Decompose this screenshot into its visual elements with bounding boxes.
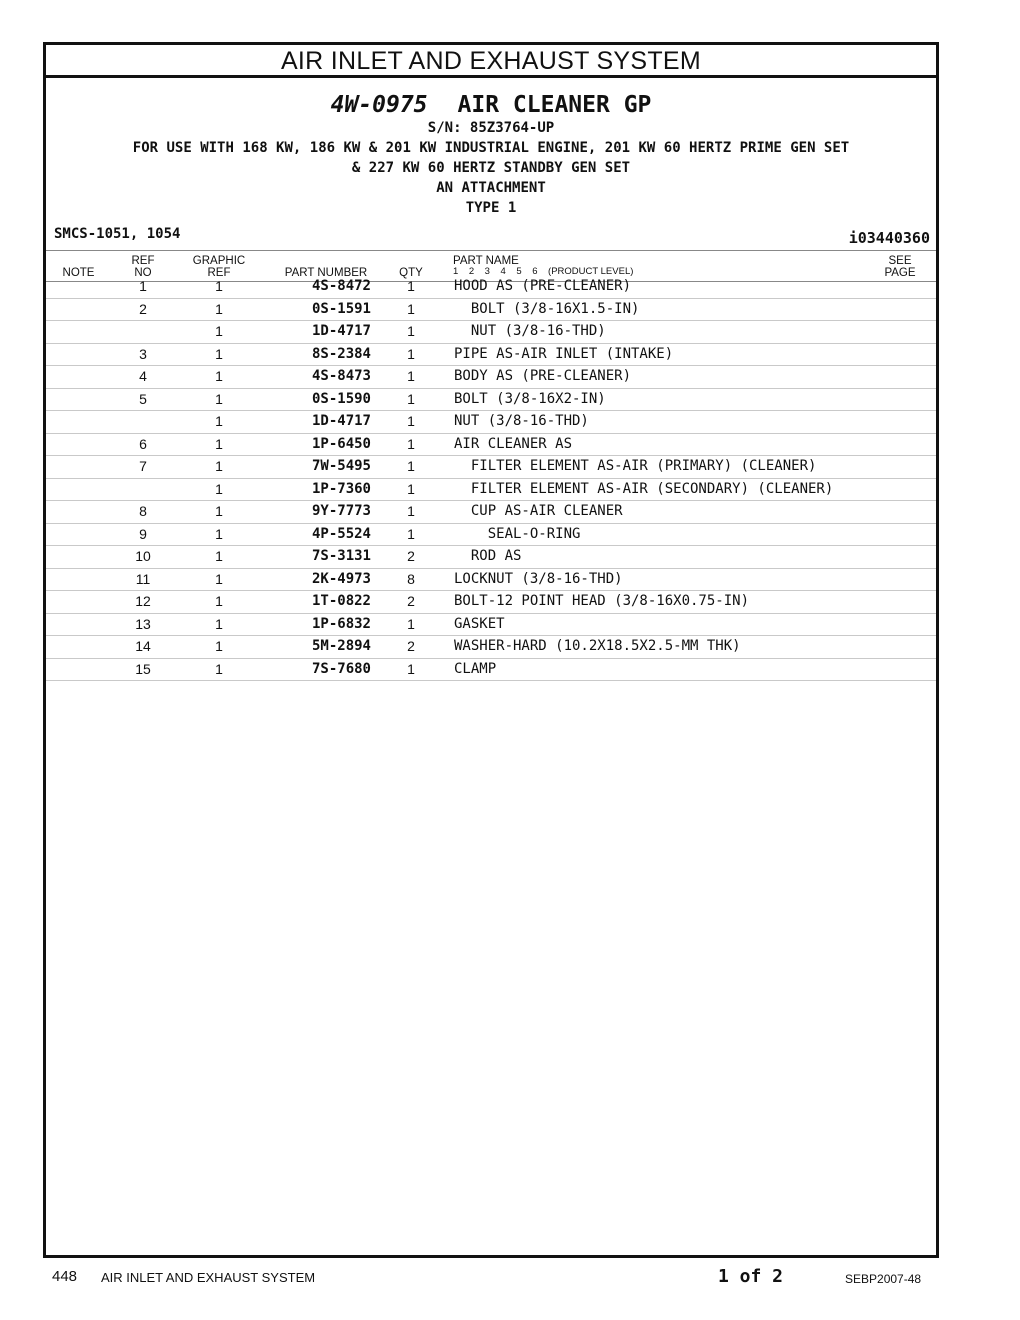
qty-cell: 1 <box>407 278 415 294</box>
ref-no-cell: 14 <box>135 638 151 654</box>
ref-no-cell: 3 <box>139 345 147 362</box>
footer-document-number: SEBP2007-48 <box>845 1272 922 1286</box>
col-product-level: 1 2 3 4 5 6 (PRODUCT LEVEL) <box>453 266 634 277</box>
ref-no-cell: 8 <box>139 503 147 519</box>
part-name-cell: BOLT-12 POINT HEAD (3/8-16X0.75-IN) <box>454 593 750 609</box>
qty-cell: 1 <box>407 413 415 429</box>
part-name-cell: WASHER-HARD (10.2X18.5X2.5-MM THK) <box>454 638 741 654</box>
part-number-cell: 0S-1591 <box>311 300 371 317</box>
part-number-cell: 1T-0822 <box>311 593 371 609</box>
part-number-cell: 1P-6450 <box>311 435 371 452</box>
table-row <box>46 569 936 592</box>
ref-no-cell: 1 <box>139 278 147 294</box>
part-number-cell: 4S-8472 <box>311 278 371 294</box>
graphic-ref-cell: 1 <box>215 638 223 654</box>
graphic-ref-cell: 1 <box>215 458 223 474</box>
graphic-ref-cell: 1 <box>215 525 223 542</box>
part-number-cell: 9Y-7773 <box>311 503 371 519</box>
section-title: AIR INLET AND EXHAUST SYSTEM <box>46 45 936 78</box>
col-ref-bottom: NO <box>134 267 152 279</box>
ref-no-cell: 9 <box>139 525 147 542</box>
col-part-name: PART NAME <box>453 255 519 267</box>
graphic-ref-cell: 1 <box>215 368 223 384</box>
graphic-ref-cell: 1 <box>215 548 223 564</box>
table-row <box>46 389 936 412</box>
qty-cell: 1 <box>407 300 415 317</box>
type-label: TYPE 1 <box>465 200 517 216</box>
footer-section-title: AIR INLET AND EXHAUST SYSTEM <box>101 1270 316 1285</box>
ref-no-cell: 7 <box>139 458 147 474</box>
part-name-cell: AIR CLEANER AS <box>454 435 573 452</box>
group-title <box>46 92 936 118</box>
part-name-cell: FILTER ELEMENT AS-AIR (PRIMARY) (CLEANER) <box>454 458 817 474</box>
part-number-cell: 1P-6832 <box>311 615 371 632</box>
ref-no-cell: 12 <box>135 593 151 609</box>
part-name-cell: CUP AS-AIR CLEANER <box>454 503 623 519</box>
serial-range: S/N: 85Z3764-UP <box>427 120 555 136</box>
part-number-cell: 4S-8473 <box>311 368 371 384</box>
part-name-cell: FILTER ELEMENT AS-AIR (SECONDARY) (CLEANER) <box>454 480 834 497</box>
qty-cell: 1 <box>407 368 415 384</box>
graphic-ref-cell: 1 <box>215 278 223 294</box>
table-row <box>46 591 936 614</box>
part-number-cell: 7S-7680 <box>311 660 371 677</box>
qty-cell: 2 <box>407 548 415 564</box>
part-name-cell: LOCKNUT (3/8-16-THD) <box>454 570 623 587</box>
part-name-cell: SEAL-O-RING <box>454 525 581 542</box>
col-see-top: SEE <box>888 255 912 267</box>
ref-no-cell: 15 <box>135 660 151 677</box>
table-row <box>46 321 936 344</box>
part-name-cell: GASKET <box>454 615 505 632</box>
ref-no-cell: 5 <box>139 390 147 407</box>
table-row <box>46 501 936 524</box>
col-ref-top: REF <box>131 255 155 267</box>
footer-page-number: 448 <box>52 1268 78 1285</box>
ref-no-cell: 2 <box>139 300 147 317</box>
group-part-number: 4W-0975 <box>330 92 428 118</box>
parts-table-body <box>46 276 936 681</box>
graphic-ref-cell: 1 <box>215 413 223 429</box>
part-number-cell: 7W-5495 <box>311 458 371 474</box>
graphic-ref-cell: 1 <box>215 435 223 452</box>
part-number-cell: 0S-1590 <box>311 390 371 407</box>
qty-cell: 2 <box>407 593 415 609</box>
part-number-cell: 8S-2384 <box>311 345 371 362</box>
col-part-number: PART NUMBER <box>284 267 368 279</box>
col-graphic-top: GRAPHIC <box>192 255 246 267</box>
qty-cell: 1 <box>407 323 415 339</box>
qty-cell: 1 <box>407 480 415 497</box>
table-row <box>46 366 936 389</box>
smcs-code: SMCS-1051, 1054 <box>54 226 181 242</box>
part-name-cell: BOLT (3/8-16X1.5-IN) <box>454 300 640 317</box>
ref-no-cell: 4 <box>139 368 147 384</box>
usage-line-2: & 227 KW 60 HERTZ STANDBY GEN SET <box>351 160 631 176</box>
table-row <box>46 276 936 299</box>
table-row <box>46 614 936 637</box>
graphic-ref-cell: 1 <box>215 615 223 632</box>
table-row <box>46 546 936 569</box>
part-name-cell: HOOD AS (PRE-CLEANER) <box>454 278 632 294</box>
table-row <box>46 344 936 367</box>
part-number-cell: 1D-4717 <box>311 323 371 339</box>
table-row <box>46 299 936 322</box>
col-graphic-bottom: REF <box>207 267 231 279</box>
table-row <box>46 659 936 682</box>
part-number-cell: 2K-4973 <box>311 570 371 587</box>
group-name: AIR CLEANER GP <box>457 92 652 118</box>
qty-cell: 1 <box>407 435 415 452</box>
qty-cell: 1 <box>407 615 415 632</box>
ref-no-cell: 10 <box>135 548 151 564</box>
qty-cell: 1 <box>407 660 415 677</box>
graphic-ref-cell: 1 <box>215 323 223 339</box>
graphic-ref-cell: 1 <box>215 570 223 587</box>
table-row <box>46 524 936 547</box>
col-qty: QTY <box>399 267 423 279</box>
part-name-cell: BODY AS (PRE-CLEANER) <box>454 368 632 384</box>
part-number-cell: 1P-7360 <box>311 480 371 497</box>
qty-cell: 1 <box>407 345 415 362</box>
col-see-bottom: PAGE <box>884 267 916 279</box>
qty-cell: 1 <box>407 525 415 542</box>
part-name-cell: NUT (3/8-16-THD) <box>454 413 589 429</box>
part-name-cell: PIPE AS-AIR INLET (INTAKE) <box>454 345 674 362</box>
table-row <box>46 434 936 457</box>
ref-no-cell: 13 <box>135 615 151 632</box>
part-number-cell: 5M-2894 <box>311 638 371 654</box>
graphic-ref-cell: 1 <box>215 480 223 497</box>
table-row <box>46 479 936 502</box>
qty-cell: 8 <box>407 570 415 587</box>
graphic-ref-cell: 1 <box>215 660 223 677</box>
illustration-id: i03440360 <box>848 229 930 247</box>
qty-cell: 1 <box>407 390 415 407</box>
footer-page-count: 1 of 2 <box>718 1266 784 1287</box>
table-row <box>46 456 936 479</box>
part-number-cell: 4P-5524 <box>311 525 371 542</box>
part-name-cell: ROD AS <box>454 548 522 564</box>
part-name-cell: BOLT (3/8-16X2-IN) <box>454 390 606 407</box>
graphic-ref-cell: 1 <box>215 390 223 407</box>
part-name-cell: CLAMP <box>454 660 497 677</box>
part-number-cell: 1D-4717 <box>311 413 371 429</box>
usage-line-1: FOR USE WITH 168 KW, 186 KW & 201 KW INDUSTRIAL ENGINE, 201 KW 60 HERTZ PRIME GEN SET <box>132 140 850 156</box>
graphic-ref-cell: 1 <box>215 593 223 609</box>
ref-no-cell: 6 <box>139 435 147 452</box>
qty-cell: 2 <box>407 638 415 654</box>
table-row <box>46 636 936 659</box>
col-note: NOTE <box>62 267 95 279</box>
graphic-ref-cell: 1 <box>215 503 223 519</box>
part-name-cell: NUT (3/8-16-THD) <box>454 323 606 339</box>
ref-no-cell: 11 <box>135 570 151 587</box>
graphic-ref-cell: 1 <box>215 345 223 362</box>
part-number-cell: 7S-3131 <box>311 548 371 564</box>
qty-cell: 1 <box>407 458 415 474</box>
table-row <box>46 411 936 434</box>
qty-cell: 1 <box>407 503 415 519</box>
graphic-ref-cell: 1 <box>215 300 223 317</box>
parts-page-frame <box>43 42 939 1258</box>
attachment-label: AN ATTACHMENT <box>436 180 546 196</box>
